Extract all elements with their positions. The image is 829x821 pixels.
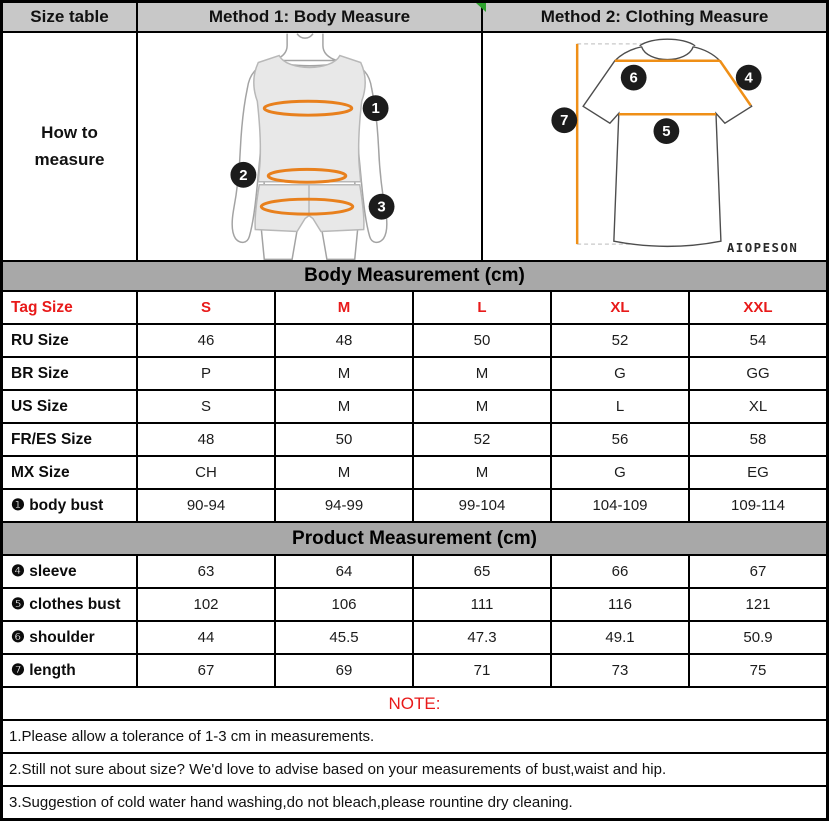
how-to-line2: measure	[34, 149, 105, 169]
product-measurement-table	[3, 556, 826, 688]
table-cell: 49.1	[552, 622, 690, 653]
method1-title: Method 1: Body Measure	[138, 3, 483, 31]
table-cell: 45.5	[276, 622, 414, 653]
table-row	[3, 589, 826, 622]
table-cell: 99-104	[414, 490, 552, 521]
table-cell: 67	[749, 563, 767, 580]
table-cell: M	[276, 457, 414, 488]
table-cell: M	[276, 391, 414, 422]
table-row	[3, 622, 826, 655]
note-list	[3, 721, 826, 818]
table-cell: S	[138, 391, 276, 422]
how-to-measure-label	[3, 33, 138, 260]
table-cell: 111	[414, 589, 552, 620]
marker-3: 3	[377, 199, 386, 216]
row-label: FR/ES Size	[3, 424, 138, 455]
row-label: BR Size	[3, 358, 138, 389]
table-cell: 56	[552, 424, 690, 455]
marker-6: 6	[629, 70, 638, 87]
table-cell: 65	[414, 556, 552, 587]
table-cell: 52	[414, 424, 552, 455]
table-cell: 66	[552, 556, 690, 587]
marker-2: 2	[239, 167, 248, 184]
table-row	[3, 325, 826, 358]
how-to-line1: How to	[41, 123, 98, 143]
table-row	[3, 391, 826, 424]
table-cell: 67	[138, 655, 276, 686]
table-row	[3, 292, 826, 325]
table-cell: G	[552, 457, 690, 488]
table-cell: 64	[276, 556, 414, 587]
row-label: RU Size	[3, 325, 138, 356]
table-cell: M	[276, 292, 414, 323]
table-cell: M	[414, 457, 552, 488]
table-cell: EG	[747, 464, 769, 481]
row-label: Tag Size	[3, 292, 138, 323]
row-label: ❺ clothes bust	[3, 589, 138, 620]
brand-text: AIOPESON	[726, 240, 799, 256]
table-cell: 102	[138, 589, 276, 620]
row-label: MX Size	[3, 457, 138, 488]
tshirt-figure-svg	[483, 33, 826, 260]
table-cell: XL	[552, 292, 690, 323]
table-cell: 69	[276, 655, 414, 686]
table-cell: 104-109	[552, 490, 690, 521]
row-label: ❹ sleeve	[3, 556, 138, 587]
table-cell: L	[552, 391, 690, 422]
table-row	[3, 424, 826, 457]
table-cell: 52	[552, 325, 690, 356]
product-measurement-band: Product Measurement (cm)	[3, 523, 826, 556]
table-row	[3, 358, 826, 391]
title-row	[3, 3, 826, 33]
table-cell: 94-99	[276, 490, 414, 521]
note-item: 2.Still not sure about size? We'd love to advise based on your measurements of bust,waist and hip.	[3, 754, 826, 787]
green-flag-marker	[476, 3, 486, 12]
table-cell: M	[414, 391, 552, 422]
table-cell: XL	[748, 398, 768, 415]
table-row	[3, 655, 826, 688]
body-figure-svg	[138, 33, 481, 260]
table-row	[3, 490, 826, 523]
table-cell: 58	[749, 431, 767, 448]
table-cell: 44	[138, 622, 276, 653]
clothing-measure-illustration	[483, 33, 826, 260]
table-cell: 63	[138, 556, 276, 587]
table-cell: 50.9	[743, 629, 773, 646]
table-cell: 48	[276, 325, 414, 356]
method2-title: Method 2: Clothing Measure	[540, 7, 769, 26]
marker-4: 4	[744, 70, 753, 87]
note-item: 1.Please allow a tolerance of 1-3 cm in measurements.	[3, 721, 826, 754]
row-label: ❶ body bust	[3, 490, 138, 521]
table-cell: 73	[552, 655, 690, 686]
note-item: 3.Suggestion of cold water hand washing,do not bleach,please rountine dry cleaning.	[9, 794, 573, 811]
table-cell: 116	[552, 589, 690, 620]
table-cell: 90-94	[138, 490, 276, 521]
body-measurement-band: Body Measurement (cm)	[3, 262, 826, 292]
table-cell: M	[414, 358, 552, 389]
row-label: ❼ length	[3, 655, 138, 686]
marker-1: 1	[371, 101, 380, 118]
table-cell: 121	[745, 596, 771, 613]
size-table-title: Size table	[3, 3, 138, 31]
table-cell: 71	[414, 655, 552, 686]
table-cell: GG	[746, 365, 770, 382]
table-cell: XXL	[743, 299, 773, 316]
table-cell: G	[552, 358, 690, 389]
table-cell: 50	[414, 325, 552, 356]
table-row	[3, 556, 826, 589]
marker-7: 7	[560, 113, 569, 130]
table-cell: 75	[749, 662, 767, 679]
note-title: NOTE:	[3, 688, 826, 721]
marker-5: 5	[662, 124, 671, 141]
table-cell: P	[138, 358, 276, 389]
table-cell: 106	[276, 589, 414, 620]
table-cell: 46	[138, 325, 276, 356]
table-cell: 50	[276, 424, 414, 455]
table-row	[3, 457, 826, 490]
table-cell: M	[276, 358, 414, 389]
table-cell: 54	[749, 332, 767, 349]
table-cell: S	[138, 292, 276, 323]
table-cell: CH	[138, 457, 276, 488]
illustration-row	[3, 33, 826, 262]
body-measure-illustration	[138, 33, 483, 260]
table-cell: 109-114	[731, 497, 785, 514]
row-label: ❻ shoulder	[3, 622, 138, 653]
table-cell: L	[414, 292, 552, 323]
body-measurement-table	[3, 292, 826, 523]
table-cell: 47.3	[414, 622, 552, 653]
row-label: US Size	[3, 391, 138, 422]
table-cell: 48	[138, 424, 276, 455]
